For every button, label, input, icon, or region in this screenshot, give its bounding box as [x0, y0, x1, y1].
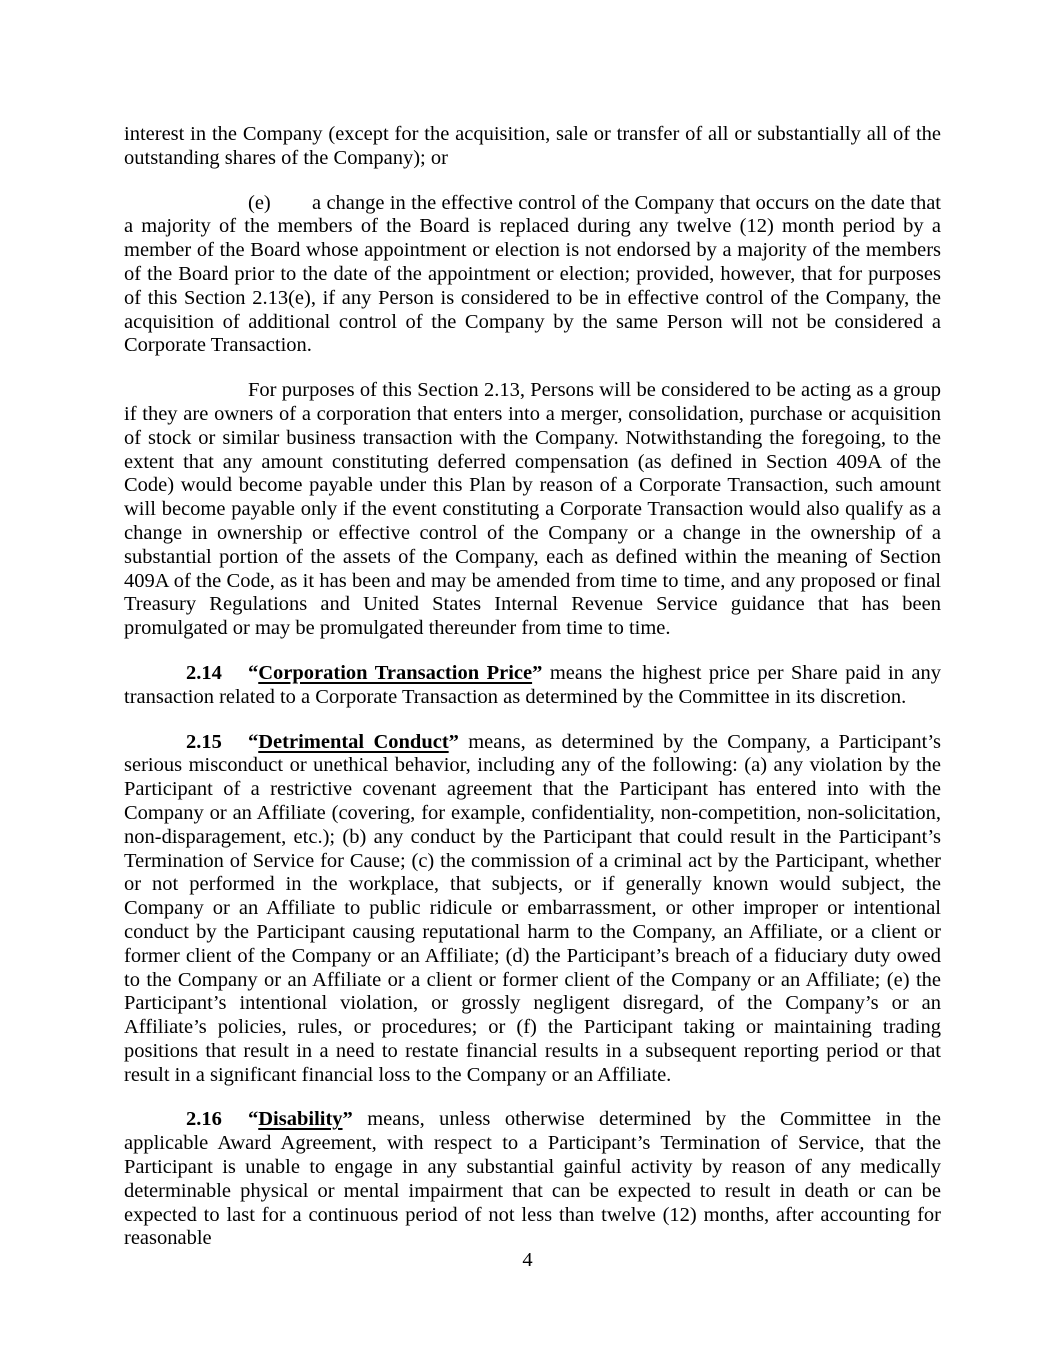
section-2-14	[124, 662, 941, 710]
paragraph-item-e	[124, 192, 941, 359]
close-quote: ”	[342, 1108, 353, 1131]
list-item-label: (e)	[248, 191, 271, 214]
paragraph-continuation: interest in the Company (except for the acquisition, sale or transfer of all or substantially all of the outstanding shares of the Company); or	[124, 123, 941, 169]
close-quote: ”	[448, 730, 459, 753]
close-quote: ”	[532, 661, 543, 684]
paragraph-acting-as-group: For purposes of this Section 2.13, Persons will be considered to be acting as a group if they are owners of a corporation that enters into a merger, consolidation, purchase or acquisition of stock or similar business transaction with the Company. Notwithstanding the foregoing, to the extent that any amount constituting deferred compensation (as defined in Section 409A of the Code) would become payable under this Plan by reason of a Corporate Transaction, such amount will become payable only if the event constituting a Corporate Transaction would also qualify as a change in ownership or effective control of the Company or a change in the ownership of a substantial portion of the assets of the Company, each as defined within the meaning of Section 409A of the Code, as it has been and may be amended from time to time, and any proposed or final Treasury Regulations and United States Internal Revenue Service guidance that has been promulgated or may be promulgated thereunder from time to time.	[124, 379, 941, 640]
page-number: 4	[522, 1249, 533, 1271]
section-body-text: means, unless otherwise determined by the Committee in the applicable Award Agreement, with respect to a Participant’s Termination of Service, that the Participant is unable to engage in any substantial gainful activity by reason of any medically determinable physical or mental impairment that can be expected to result in death or can be expected to last for a continuous period of not less than twelve (12) months, after accounting for reasonable	[124, 1108, 941, 1250]
open-quote: “	[248, 1108, 259, 1131]
section-2-16	[124, 1108, 941, 1251]
section-body-text: means the highest price per Share paid in any transaction related to a Corporate Transaction as determined by the Committee in its discretion.	[124, 661, 941, 708]
section-number: 2.15	[186, 730, 222, 753]
defined-term: Detrimental Conduct	[258, 730, 449, 753]
section-number: 2.14	[186, 661, 222, 684]
section-body-text: means, as determined by the Company, a Participant’s serious misconduct or unethical behavior, including any of the following: (a) any violation by the Participant of a restrictive covenant agreement that the Participant has entered into with the Company or an Affiliate (covering, for example, confidentiality, non-competition, non-solicitation, non-disparagement, etc.); (b) any conduct by the Participant that could result in the Participant’s Termination of Service for Cause; (c) the commission of a criminal act by the Participant, whether or not performed in the workplace, that subjects, or if generally known would subject, the Company or an Affiliate to public ridicule or embarrassment, or other improper or intentional conduct by the Participant causing reputational harm to the Company, an Affiliate, or a client or former client of the Company or an Affiliate; (d) the Participant’s breach of a fiduciary duty owed to the Company or an Affiliate or a client or former client of the Company or an Affiliate; (e) the Participant’s intentional violation, or grossly negligent disregard, of the Company’s or an Affiliate’s policies, rules, or procedures; or (f) the Participant taking or maintaining trading positions that result in a need to restate financial results in a subsequent reporting period or that result in a significant financial loss to the Company or an Affiliate.	[124, 730, 942, 1086]
section-number: 2.16	[186, 1108, 222, 1131]
open-quote: “	[248, 661, 259, 684]
section-2-15	[124, 731, 941, 1088]
defined-term: Disability	[258, 1108, 343, 1131]
paragraph-text: a change in the effective control of the Company that occurs on the date that a majority of the members of the Board is replaced during any twelve (12) month period by a member of the Board whose appointment or election is not endorsed by a majority of the members of the Board prior to the date of the appointment or election; provided, however, that for purposes of this Section 2.13(e), if any Person is considered to be in effective control of the Company, the acquisition of additional control of the Company by the same Person will not be considered a Corporate Transaction.	[124, 191, 941, 357]
defined-term: Corporation Transaction Price	[258, 661, 533, 684]
open-quote: “	[248, 730, 259, 753]
